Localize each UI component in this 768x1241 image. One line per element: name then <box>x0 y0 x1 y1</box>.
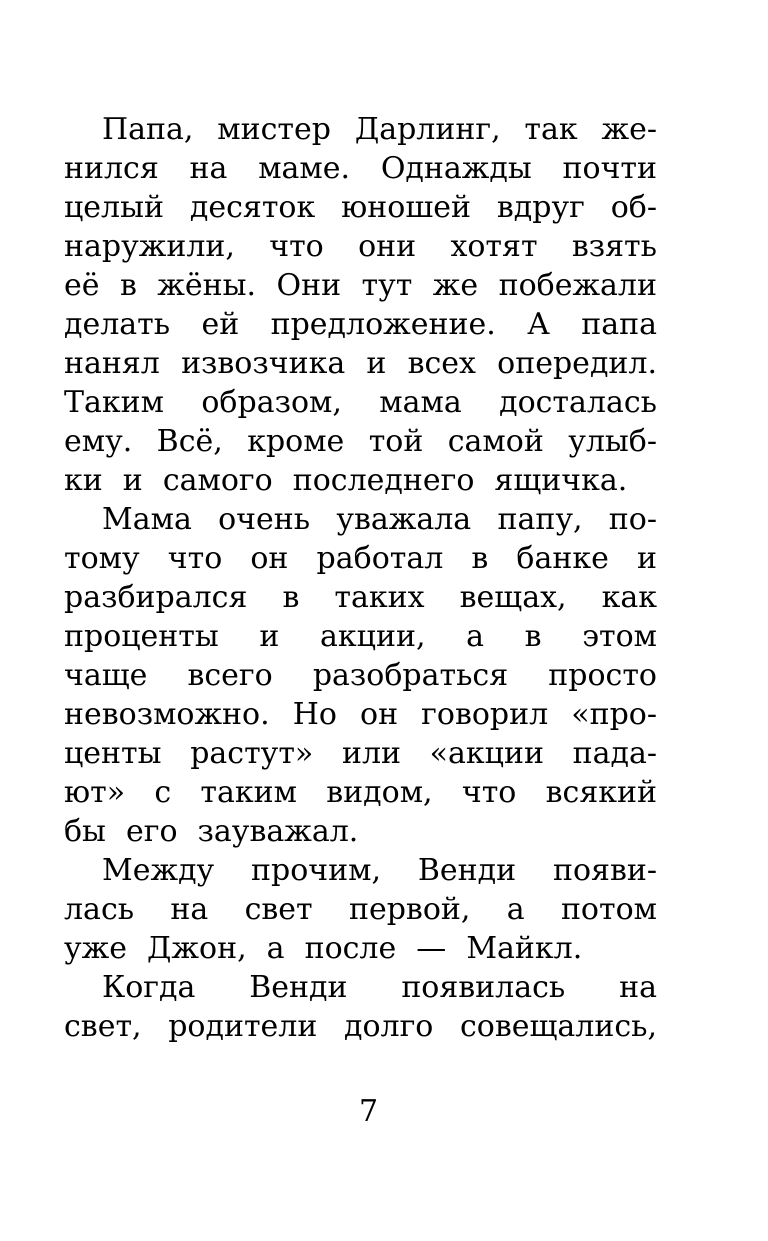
text-line: ки и самого последнего ящичка. <box>64 463 628 498</box>
text-line: разбирался в таких вещах, как <box>64 580 657 615</box>
page-text <box>64 110 657 1046</box>
paragraph <box>64 968 657 1046</box>
paragraph <box>64 110 657 500</box>
paragraph <box>64 851 657 968</box>
text-line: тому что он работал в банке и <box>64 541 657 576</box>
text-line: делать ей предложение. А папа <box>64 307 657 342</box>
text-line: уже Джон, а после — Майкл. <box>64 931 583 966</box>
text-line: бы его зауважал. <box>64 814 359 849</box>
text-line: проценты и акции, а в этом <box>64 619 657 654</box>
text-line: нанял извозчика и всех опередил. <box>64 346 657 381</box>
text-line: невозможно. Но он говорил «про- <box>64 697 657 732</box>
page-number: 7 <box>358 1094 379 1129</box>
text-line: нился на маме. Однажды почти <box>64 151 657 186</box>
text-line: целый десяток юношей вдруг об- <box>64 190 657 225</box>
text-line: лась на свет первой, а потом <box>64 892 657 927</box>
paragraph <box>64 500 657 851</box>
text-line: ют» с таким видом, что всякий <box>64 775 657 810</box>
text-line: Папа, мистер Дарлинг, так же- <box>102 112 657 147</box>
text-line: Между прочим, Венди появи- <box>102 853 657 888</box>
text-line: ему. Всё, кроме той самой улыб- <box>64 424 657 459</box>
text-line: наружили, что они хотят взять <box>64 229 657 264</box>
text-line: центы растут» или «акции пада- <box>64 736 657 771</box>
text-line: Когда Венди появилась на <box>102 970 657 1005</box>
text-line: свет, родители долго совещались, <box>64 1009 657 1044</box>
text-line: её в жёны. Они тут же побежали <box>64 268 657 303</box>
text-line: Таким образом, мама досталась <box>64 385 657 420</box>
text-line: чаще всего разобраться просто <box>64 658 657 693</box>
text-line: Мама очень уважала папу, по- <box>102 502 657 537</box>
